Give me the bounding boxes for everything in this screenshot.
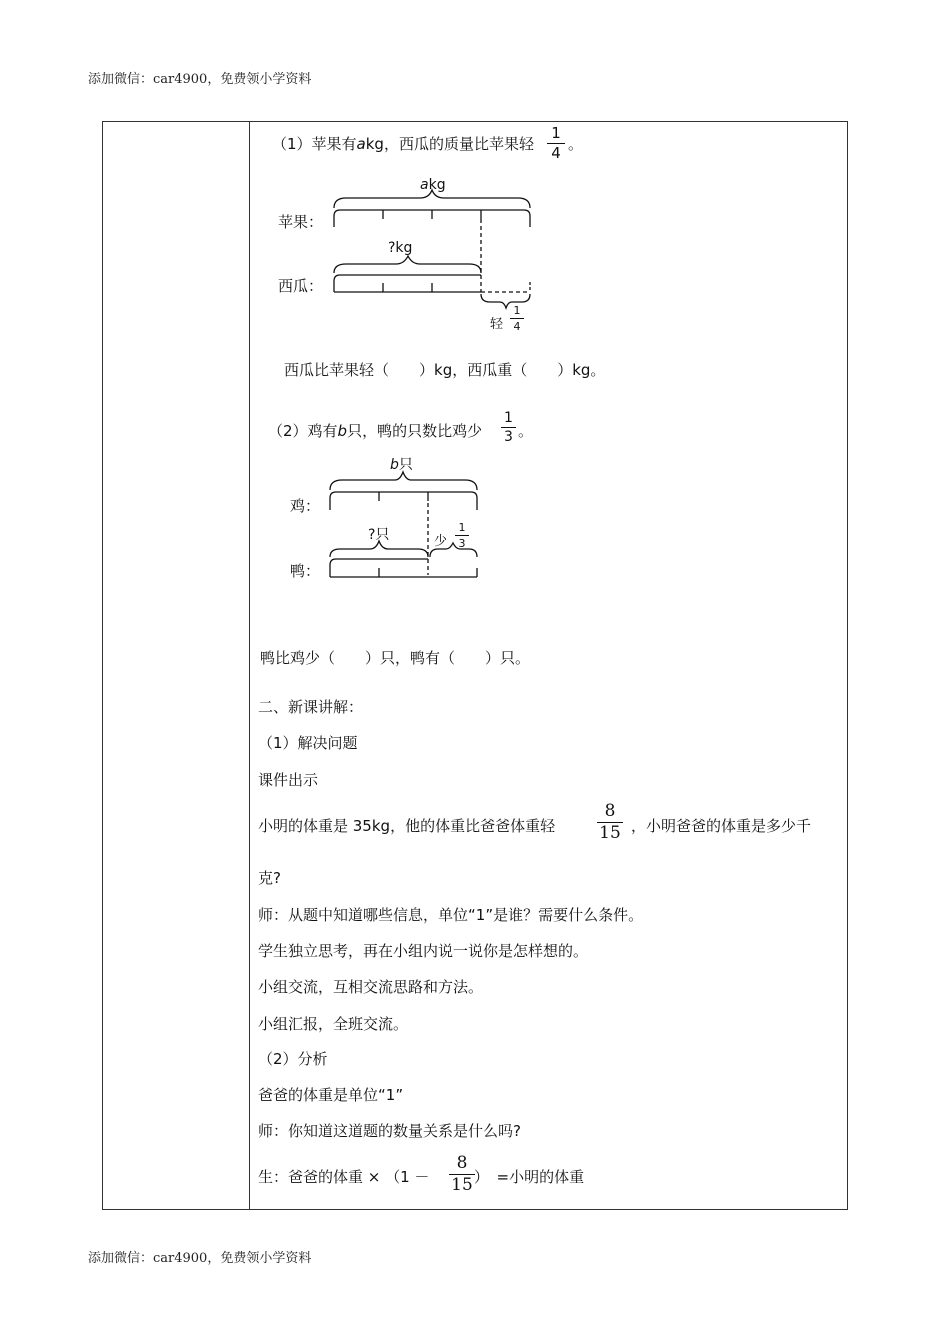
problem-statement-fraction: 8 15 xyxy=(597,803,623,842)
courseware-label: 课件出示 xyxy=(258,771,319,789)
diagram-2-mid-label: ?只 xyxy=(368,527,390,543)
problem-1-fraction: 1 4 xyxy=(547,126,565,161)
problem-1-post: kg，西瓜的质量比苹果轻 xyxy=(365,135,534,153)
diagram-2-small-fraction: 1 3 xyxy=(455,522,469,549)
problem-1-end: 。 xyxy=(568,135,584,153)
text-line: 师：从题中知道哪些信息，单位“1”是谁？需要什么条件。 xyxy=(258,906,644,924)
problem-2-pre: （2）鸡有 xyxy=(268,422,338,440)
apple-label: 苹果： xyxy=(278,213,324,231)
question-2: 鸭比鸡少（ ）只，鸭有（ ）只。 xyxy=(260,649,531,667)
problem-2-end: 。 xyxy=(518,422,534,440)
problem-statement-cont: 克? xyxy=(258,869,281,887)
problem-2-fraction: 1 3 xyxy=(501,411,516,444)
subsection-2: （2）分析 xyxy=(258,1050,328,1068)
subsection-1: （1）解决问题 xyxy=(258,734,358,752)
watermelon-label: 西瓜： xyxy=(278,277,324,295)
text-line: 爸爸的体重是单位“1” xyxy=(258,1086,404,1104)
problem-statement-post: ，小明爸爸的体重是多少千 xyxy=(631,817,812,835)
diagram-2-top-label: b只 xyxy=(390,457,413,473)
text-line: 学生独立思考，再在小组内说一说你是怎样想的。 xyxy=(258,942,589,960)
diagram-1-small-fraction: 1 4 xyxy=(510,305,524,332)
diagram-1-small-label: 轻 xyxy=(490,317,504,332)
problem-1-var: a xyxy=(356,135,366,153)
text-line: 小组交流，互相交流思路和方法。 xyxy=(258,978,484,996)
page-header: 添加微信：car4900，免费领小学资料 xyxy=(88,72,312,87)
diagram-1-top-label: akg xyxy=(420,177,446,193)
text-line: 师：你知道这道题的数量关系是什么吗? xyxy=(258,1122,521,1140)
formula-fraction: 8 15 xyxy=(449,1155,475,1194)
section-2-heading: 二、新课讲解： xyxy=(258,698,364,716)
problem-2-post: 只，鸭的只数比鸡少 xyxy=(347,422,483,440)
page-footer: 添加微信：car4900，免费领小学资料 xyxy=(88,1251,312,1266)
problem-1-pre: （1）苹果有 xyxy=(272,135,357,153)
formula-pre: 生：爸爸的体重 × （1 － xyxy=(258,1168,430,1186)
problem-statement-pre: 小明的体重是 35kg，他的体重比爸爸体重轻 xyxy=(258,817,556,835)
question-1: 西瓜比苹果轻（ ）kg，西瓜重（ ）kg。 xyxy=(284,361,606,379)
chicken-label: 鸡： xyxy=(290,497,321,515)
formula-post: ） =小明的体重 xyxy=(474,1168,585,1186)
diagram-2-small-label: 少 xyxy=(434,534,448,549)
duck-label: 鸭： xyxy=(290,562,321,580)
diagram-1-mid-label: ?kg xyxy=(388,240,413,256)
problem-2-var: b xyxy=(337,422,348,440)
text-line: 小组汇报，全班交流。 xyxy=(258,1015,409,1033)
